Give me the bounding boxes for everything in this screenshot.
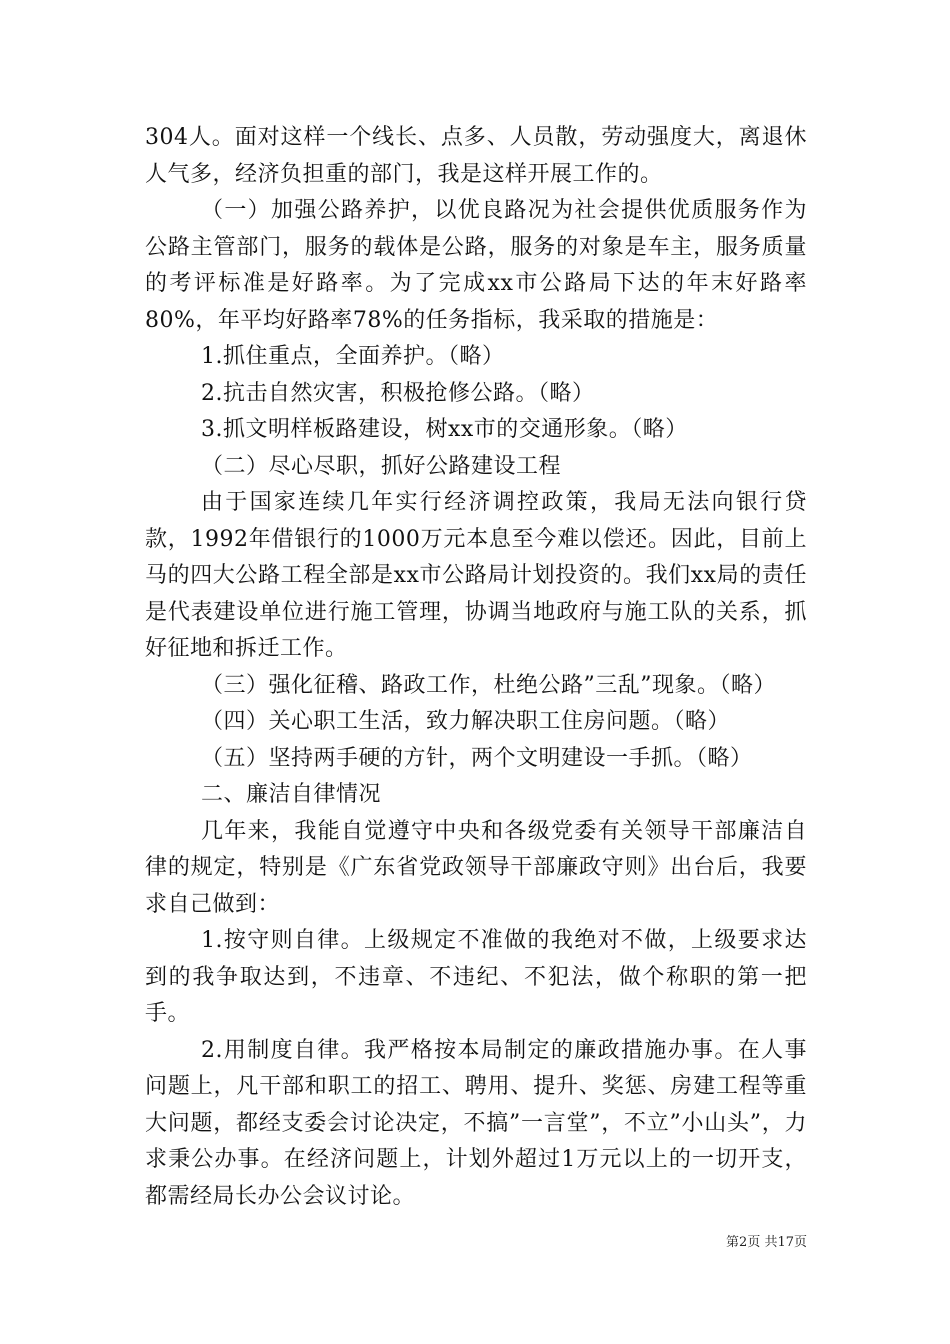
section-heading: 二、廉洁自律情况 bbox=[201, 782, 382, 807]
paragraph: 304人。面对这样一个线长、点多、人员散，劳动强度大，离退休人气多，经济负担重的部门，我是这样开展工作的。 bbox=[145, 125, 807, 187]
section-heading: （三）强化征稽、路政工作，杜绝公路”三乱”现象。（略） bbox=[201, 672, 776, 698]
paragraph: 几年来，我能自觉遵守中央和各级党委有关领导干部廉洁自律的规定，特别是《广东省党政领导干部廉政守则》出台后，我要求自己做到： bbox=[145, 818, 807, 917]
paragraph: 由于国家连续几年实行经济调控政策，我局无法向银行贷款，1992年借银行的1000万元本息至今难以偿还。因此，目前上马的四大公路工程全部是xx市公路局计划投资的。我们xx局的责任是代表建设单位进行施工管理，协调当地政府与施工队的关系，抓好征地和拆迁工作。 bbox=[145, 490, 807, 661]
list-item: 1.按守则自律。上级规定不准做的我绝对不做，上级要求达到的我争取达到，不违章、不违纪、不犯法，做个称职的第一把手。 bbox=[145, 928, 807, 1026]
paragraph: （一）加强公路养护，以优良路况为社会提供优质服务作为公路主管部门，服务的载体是公路，服务的对象是车主，服务质量的考评标准是好路率。为了完成xx市公路局下达的年末好路率80%，年平均好路率78%的任务指标，我采取的措施是： bbox=[145, 198, 807, 333]
section-heading: （二）尽心尽职，抓好公路建设工程 bbox=[201, 453, 562, 479]
list-item: 2.用制度自律。我严格按本局制定的廉政措施办事。在人事问题上，凡干部和职工的招工、聘用、提升、奖惩、房建工程等重大问题，都经支委会讨论决定，不搞”一言堂”，不立”小山头”，力求秉公办事。在经济问题上，计划外超过1万元以上的一切开支，都需经局长办公会议讨论。 bbox=[145, 1037, 807, 1209]
list-item: 2.抗击自然灾害，积极抢修公路。（略） bbox=[201, 380, 595, 406]
list-item: 3.抓文明样板路建设，树xx市的交通形象。（略） bbox=[201, 417, 688, 442]
section-heading: （四）关心职工生活，致力解决职工住房问题。（略） bbox=[201, 709, 731, 734]
section-heading: （五）坚持两手硬的方针，两个文明建设一手抓。（略） bbox=[201, 745, 753, 771]
page-footer bbox=[0, 1231, 950, 1250]
document-body bbox=[145, 120, 807, 1215]
list-item: 1.抓住重点，全面养护。（略） bbox=[201, 344, 505, 369]
page-number: 第2页 共17页 bbox=[726, 1235, 807, 1250]
